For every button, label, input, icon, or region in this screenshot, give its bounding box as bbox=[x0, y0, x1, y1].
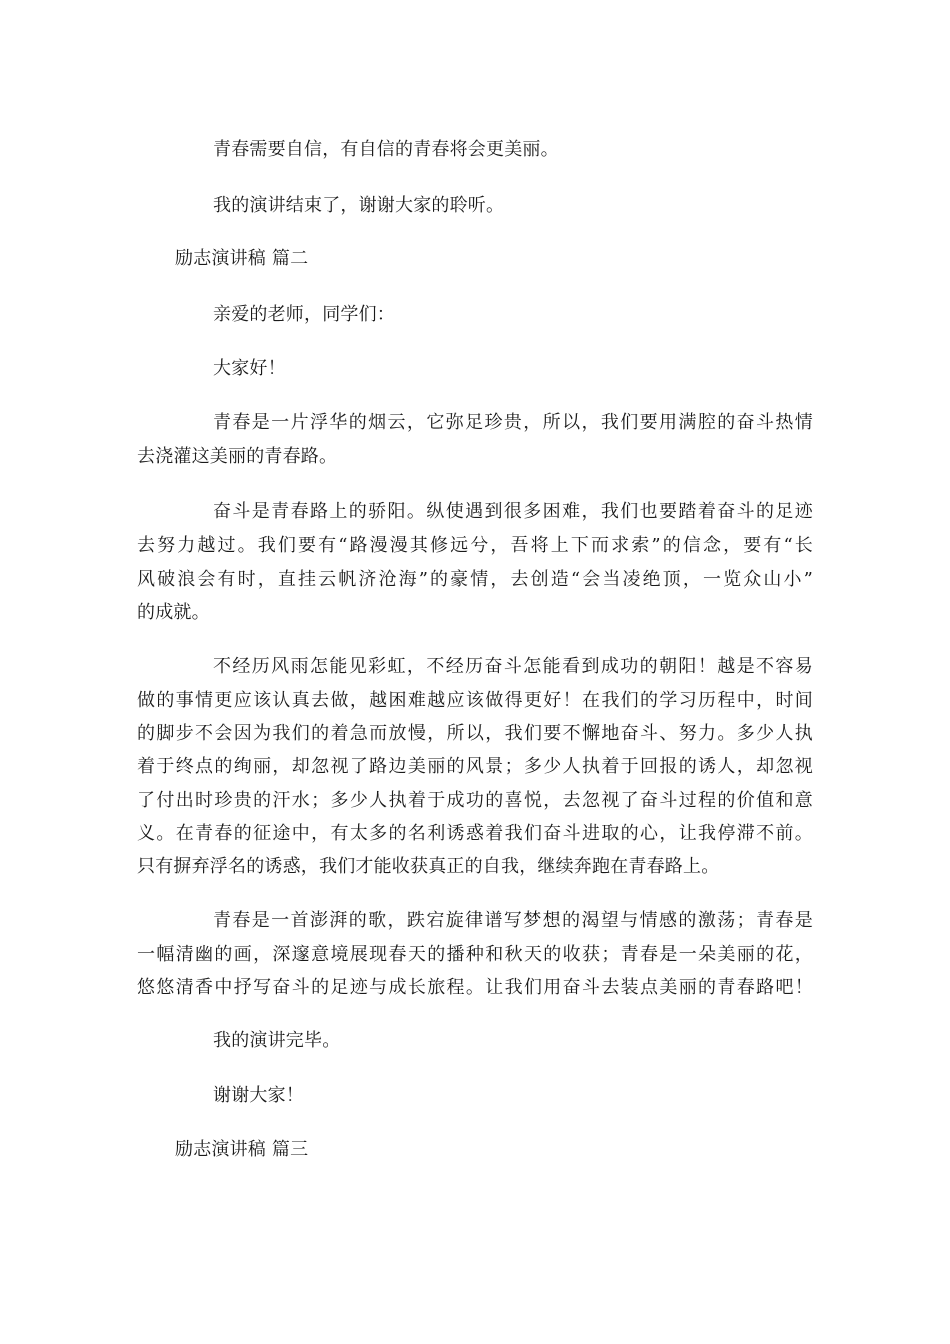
closing-line-3: 我的演讲完毕。 bbox=[213, 1030, 341, 1051]
paragraph-4-line-1: 青春是一首澎湃的歌，跌宕旋律谱写梦想的渴望与情感的激荡；青春是 bbox=[213, 910, 813, 931]
closing-line-4: 谢谢大家！ bbox=[213, 1085, 304, 1106]
greeting: 亲爱的老师，同学们： bbox=[213, 304, 395, 325]
paragraph-3-line-5: 了付出时珍贵的汗水；多少人执着于成功的喜悦，去忽视了奋斗过程的价值和意 bbox=[137, 790, 813, 811]
paragraph-1-line-2: 去浇灌这美丽的青春路。 bbox=[137, 446, 338, 467]
paragraph-1-line-1: 青春是一片浮华的烟云，它弥足珍贵，所以，我们要用满腔的奋斗热情 bbox=[213, 412, 813, 433]
hello-line: 大家好！ bbox=[213, 358, 286, 379]
closing-line-2: 我的演讲结束了，谢谢大家的聆听。 bbox=[213, 195, 505, 216]
paragraph-3-line-2: 做的事情更应该认真去做，越困难越应该做得更好！在我们的学习历程中，时间 bbox=[137, 690, 813, 711]
paragraph-3-line-3: 的脚步不会因为我们的着急而放慢，所以，我们要不懈地奋斗、努力。多少人执 bbox=[137, 723, 813, 744]
paragraph-2-line-2: 去努力越过。我们要有“路漫漫其修远兮，吾将上下而求索”的信念，要有“长 bbox=[137, 535, 813, 556]
paragraph-3-line-4: 着于终点的绚丽，却忽视了路边美丽的风景；多少人执着于回报的诱人，却忽视 bbox=[137, 756, 813, 777]
paragraph-3-line-1: 不经历风雨怎能见彩虹，不经历奋斗怎能看到成功的朝阳！越是不容易 bbox=[213, 656, 813, 677]
section-heading-3: 励志演讲稿 篇三 bbox=[175, 1139, 309, 1160]
section-heading-2: 励志演讲稿 篇二 bbox=[175, 248, 309, 269]
paragraph-2-line-1: 奋斗是青春路上的骄阳。纵使遇到很多困难，我们也要踏着奋斗的足迹 bbox=[213, 501, 813, 522]
paragraph-4-line-2: 一幅清幽的画，深邃意境展现春天的播种和秋天的收获；青春是一朵美丽的花， bbox=[137, 944, 813, 965]
paragraph-2-line-3: 风破浪会有时，直挂云帆济沧海”的豪情，去创造“会当凌绝顶，一览众山小” bbox=[137, 569, 813, 590]
paragraph-2-line-4: 的成就。 bbox=[137, 602, 210, 623]
paragraph-4-line-3: 悠悠清香中抒写奋斗的足迹与成长旅程。让我们用奋斗去装点美丽的青春路吧！ bbox=[137, 977, 813, 998]
paragraph-3-line-7: 只有摒弃浮名的诱惑，我们才能收获真正的自我，继续奔跑在青春路上。 bbox=[137, 856, 720, 877]
closing-line-1: 青春需要自信，有自信的青春将会更美丽。 bbox=[213, 139, 559, 160]
paragraph-3-line-6: 义。在青春的征途中，有太多的名利诱惑着我们奋斗进取的心，让我停滞不前。 bbox=[137, 823, 813, 844]
